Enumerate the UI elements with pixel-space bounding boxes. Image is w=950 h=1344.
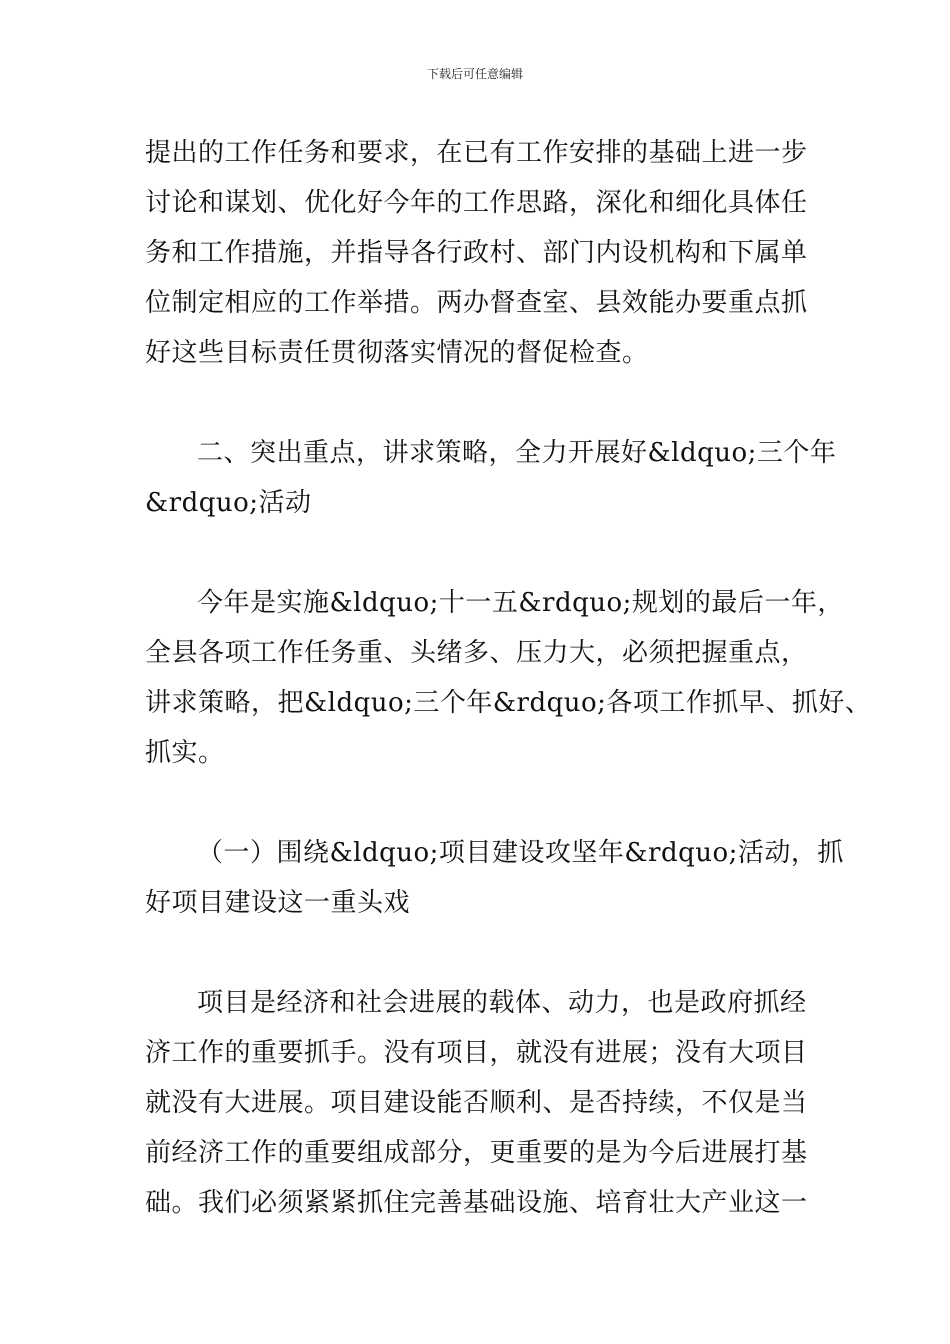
text-line: 今年是实施&ldquo;十一五&rdquo;规划的最后一年， — [197, 588, 844, 618]
text-line: 就没有大进展。项目建设能否顺利、是否持续，不仅是当 — [145, 1088, 808, 1118]
text-line: 位制定相应的工作举措。两办督查室、县效能办要重点抓 — [145, 288, 808, 318]
heading-line: （一）围绕&ldquo;项目建设攻坚年&rdquo;活动，抓 — [197, 838, 844, 868]
text-line: 抓实。 — [145, 738, 225, 768]
paragraph-projects — [145, 978, 825, 1228]
text-line: 讨论和谋划、优化好今年的工作思路，深化和细化具体任 — [145, 188, 808, 218]
text-line: 项目是经济和社会进展的载体、动力，也是政府抓经 — [197, 988, 807, 1018]
paragraph-gap — [145, 778, 825, 828]
text-line: 全县各项工作任务重、头绪多、压力大，必须把握重点， — [145, 638, 808, 668]
heading-line: 二、突出重点，讲求策略，全力开展好&ldquo;三个年 — [197, 438, 837, 468]
paragraph-intro — [145, 578, 872, 778]
text-line: 础。我们必须紧紧抓住完善基础设施、培育壮大产业这一 — [145, 1188, 808, 1218]
paragraph-gap — [145, 928, 825, 978]
paragraph-gap — [145, 528, 825, 578]
text-line: 讲求策略，把&ldquo;三个年&rdquo;各项工作抓早、抓好、 — [145, 688, 872, 718]
subsection-heading — [145, 828, 844, 928]
page-header: 下载后可任意编辑 — [426, 67, 523, 81]
paragraph-gap — [145, 378, 825, 428]
text-line: 前经济工作的重要组成部分，更重要的是为今后进展打基 — [145, 1138, 808, 1168]
section-heading — [145, 428, 837, 528]
heading-line: 好项目建设这一重头戏 — [145, 888, 411, 918]
paragraph-continuation — [145, 128, 825, 378]
text-line: 务和工作措施，并指导各行政村、部门内设机构和下属单 — [145, 238, 808, 268]
heading-line: &rdquo;活动 — [145, 488, 312, 518]
text-line: 提出的工作任务和要求，在已有工作安排的基础上进一步 — [145, 138, 808, 168]
text-line: 济工作的重要抓手。没有项目，就没有进展；没有大项目 — [145, 1038, 808, 1068]
document-body — [145, 128, 872, 1228]
text-line: 好这些目标责任贯彻落实情况的督促检查。 — [145, 338, 649, 368]
